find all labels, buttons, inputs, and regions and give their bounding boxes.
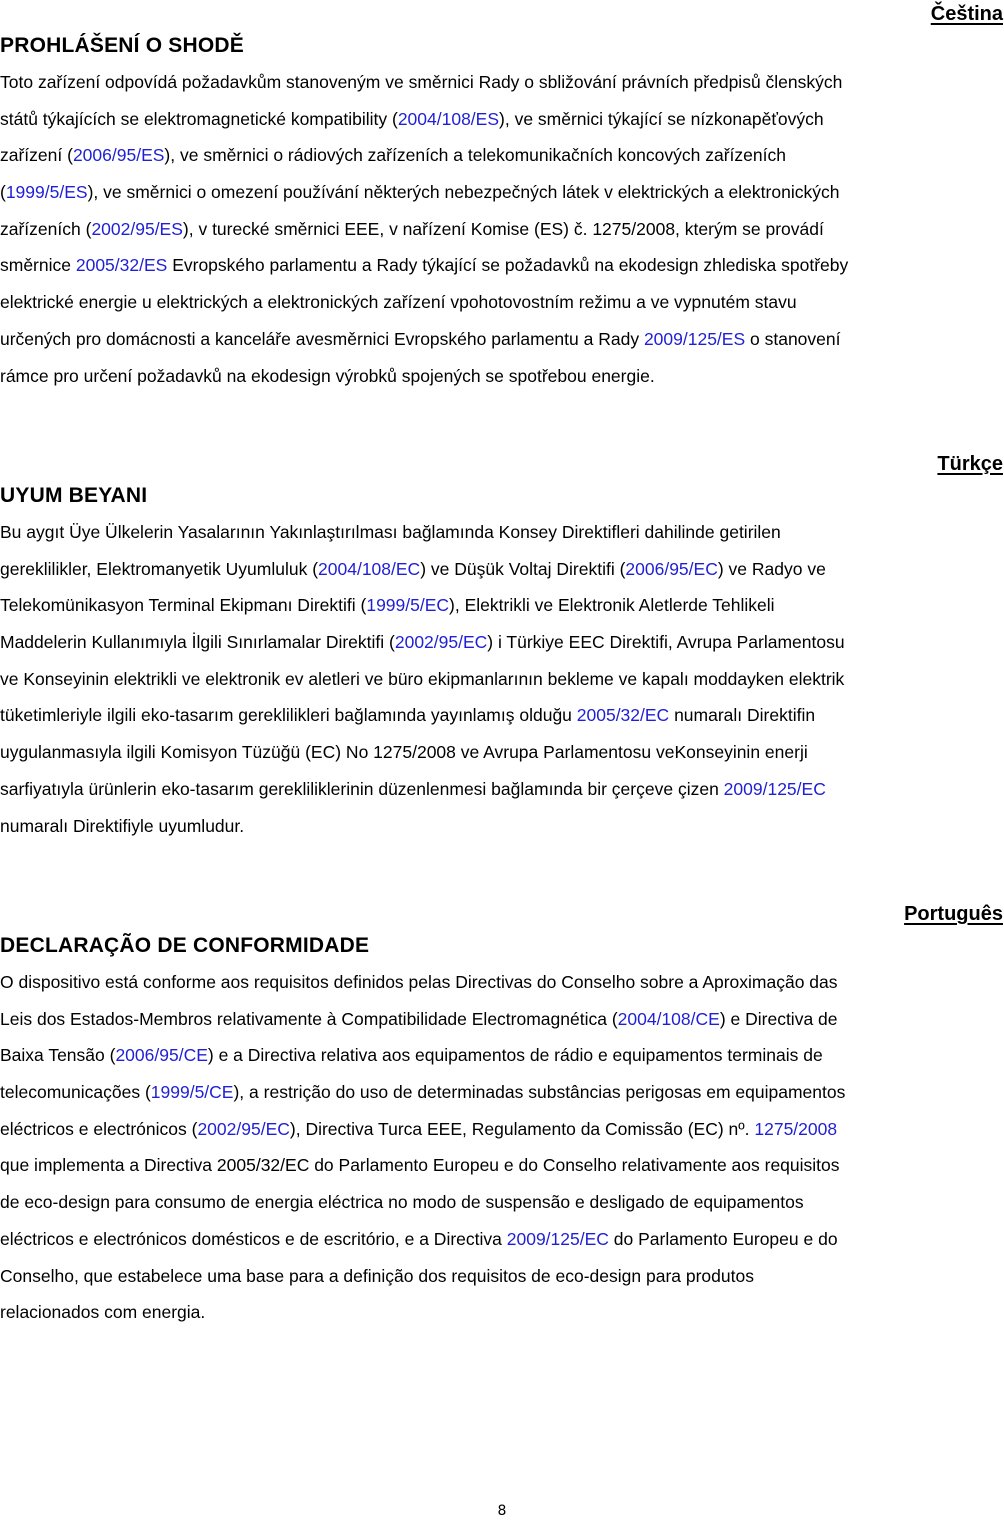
paragraph-line <box>0 964 1004 1001</box>
section-paragraph <box>0 514 1004 844</box>
paragraph-text: Bu aygıt Üye Ülkelerin Yasalarının Yakınlaştırılması bağlamında Konsey Direktifleri dahilinde getirilen <box>0 522 781 542</box>
section-paragraph <box>0 964 1004 1331</box>
directive-reference: 1999/5/ES <box>5 182 88 203</box>
paragraph-text: Telekomünikasyon Terminal Ekipmanı Direktifi ( <box>0 595 367 616</box>
directive-reference: 2004/108/EC <box>318 558 421 579</box>
directive-reference: 1275/2008 <box>754 1118 838 1139</box>
directive-reference: 2009/125/EC <box>506 1228 609 1249</box>
paragraph-text: ) e a Directiva relativa aos equipamentos de rádio e equipamentos terminais de <box>207 1045 823 1066</box>
paragraph-line <box>0 771 1004 808</box>
paragraph-line <box>0 1001 1004 1038</box>
paragraph-line <box>0 697 1004 734</box>
paragraph-text: eléctricos e electrónicos ( <box>0 1118 198 1139</box>
paragraph-line <box>0 1294 1004 1331</box>
paragraph-text: ) ve Radyo ve <box>717 558 826 579</box>
directive-reference: 2006/95/CE <box>115 1045 208 1066</box>
paragraph-text: ) i Türkiye EEC Direktifi, Avrupa Parlamentosu <box>487 632 845 653</box>
paragraph-line <box>0 1221 1004 1258</box>
directive-reference: 2006/95/ES <box>72 145 165 166</box>
paragraph-text: Toto zařízení odpovídá požadavkům stanoveným ve směrnici Rady o sbližování právních předpisů členských <box>0 72 843 92</box>
section-title: PROHLÁŠENÍ O SHODĚ <box>0 34 244 57</box>
language-heading: Türkçe <box>937 453 1003 475</box>
paragraph-text: zařízení ( <box>0 145 73 166</box>
section-title: DECLARAÇÃO DE CONFORMIDADE <box>0 934 370 957</box>
paragraph-line <box>0 64 1004 101</box>
directive-reference: 2002/95/ES <box>91 218 183 239</box>
paragraph-text: uygulanmasıyla ilgili Komisyon Tüzüğü (EC) No 1275/2008 ve Avrupa Parlamentosu veKonseyinin enerji <box>0 742 808 763</box>
paragraph-text: Maddelerin Kullanımıyla İlgili Sınırlamalar Direktifi ( <box>0 632 395 653</box>
paragraph-line <box>0 321 1004 358</box>
paragraph-text: ) e Directiva de <box>719 1008 838 1029</box>
language-heading: Português <box>904 903 1003 925</box>
paragraph-text: numaralı Direktifiyle uyumludur. <box>0 815 245 836</box>
paragraph-text: numaralı Direktifin <box>669 705 816 726</box>
paragraph-text: určených pro domácnosti a kanceláře avesměrnici Evropského parlamentu a Rady <box>0 328 644 349</box>
paragraph-line <box>0 101 1004 138</box>
paragraph-text: que implementa a Directiva 2005/32/EC do Parlamento Europeu e do Conselho relativamente aos requisitos <box>0 1155 840 1176</box>
paragraph-text: do Parlamento Europeu e do <box>608 1228 838 1249</box>
paragraph-text: Leis dos Estados-Membros relativamente à Compatibilidade Electromagnética ( <box>0 1008 618 1029</box>
paragraph-line <box>0 247 1004 284</box>
paragraph-text: de eco-design para consumo de energia eléctrica no modo de suspensão e desligado de equipamentos <box>0 1192 804 1213</box>
section-cestina <box>0 0 1004 394</box>
paragraph-text: eléctricos e electrónicos domésticos e de escritório, e a Directiva <box>0 1228 507 1249</box>
paragraph-line <box>0 358 1004 395</box>
directive-reference: 2006/95/EC <box>625 558 718 579</box>
directive-reference: 2009/125/ES <box>643 328 746 349</box>
paragraph-line <box>0 551 1004 588</box>
paragraph-text: elektrické energie u elektrických a elektronických zařízení vpohotovostním režimu a ve vypnutém stavu <box>0 292 797 313</box>
section-title: UYUM BEYANI <box>0 484 148 507</box>
paragraph-text: telecomunicações ( <box>0 1082 151 1103</box>
paragraph-text: ( <box>0 182 6 203</box>
directive-reference: 2002/95/EC <box>394 632 488 653</box>
paragraph-text: směrnice <box>0 255 76 276</box>
paragraph-text: zařízeních ( <box>0 218 92 239</box>
paragraph-text: relacionados com energia. <box>0 1302 206 1323</box>
paragraph-text: Baixa Tensão ( <box>0 1045 116 1066</box>
paragraph-line <box>0 284 1004 321</box>
directive-reference: 2002/95/EC <box>197 1118 290 1139</box>
paragraph-text: o stanovení <box>745 328 841 349</box>
paragraph-line <box>0 174 1004 211</box>
directive-reference: 1999/5/EC <box>366 595 450 616</box>
paragraph-line <box>0 1258 1004 1295</box>
paragraph-line <box>0 624 1004 661</box>
section-paragraph <box>0 64 1004 394</box>
paragraph-text: sarfiyatıyla ürünlerin eko-tasarım gerekliliklerinin düzenlenmesi bağlamında bir çerçeve çizen <box>0 778 724 799</box>
paragraph-text: ), ve směrnici týkající se nízkonapěťových <box>499 108 824 129</box>
directive-reference: 2009/125/EC <box>723 778 826 799</box>
paragraph-text: ), a restrição do uso de determinadas substâncias perigosas em equipamentos <box>233 1082 846 1103</box>
section-portugues <box>0 900 1004 1331</box>
paragraph-line <box>0 1074 1004 1111</box>
paragraph-line <box>0 734 1004 771</box>
directive-reference: 2004/108/CE <box>617 1008 720 1029</box>
paragraph-line <box>0 1184 1004 1221</box>
directive-reference: 2005/32/ES <box>75 255 168 276</box>
paragraph-text: ), Elektrikli ve Elektronik Aletlerde Tehlikeli <box>449 595 775 616</box>
paragraph-line <box>0 808 1004 845</box>
paragraph-text: rámce pro určení požadavků na ekodesign výrobků spojených se spotřebou energie. <box>0 365 655 386</box>
language-heading: Čeština <box>930 3 1003 25</box>
directive-reference: 2005/32/EC <box>576 705 670 726</box>
paragraph-text: ), v turecké směrnici EEE, v nařízení Komise (ES) č. 1275/2008, kterým se provádí <box>182 218 824 239</box>
paragraph-line <box>0 514 1004 551</box>
paragraph-text: ), Directiva Turca EEE, Regulamento da Comissão (EC) nº. <box>289 1118 755 1139</box>
paragraph-line <box>0 211 1004 248</box>
paragraph-line <box>0 1147 1004 1184</box>
paragraph-text: ), ve směrnici o omezení používání některých nebezpečných látek v elektrických a elektronických <box>87 182 840 203</box>
paragraph-line <box>0 587 1004 624</box>
paragraph-text: ) ve Düşük Voltaj Direktifi ( <box>420 558 626 579</box>
paragraph-line <box>0 1111 1004 1148</box>
paragraph-text: O dispositivo está conforme aos requisitos definidos pelas Directivas do Conselho sobre a Aproximação das <box>0 972 838 992</box>
paragraph-text: tüketimleriyle ilgili eko-tasarım gereklilikleri bağlamında yayınlamış olduğu <box>0 705 577 726</box>
section-turkce <box>0 450 1004 844</box>
directive-reference: 2004/108/ES <box>397 108 500 129</box>
directive-reference: 1999/5/CE <box>150 1082 234 1103</box>
paragraph-text: gereklilikler, Elektromanyetik Uyumluluk ( <box>0 558 319 579</box>
paragraph-text: ), ve směrnici o rádiových zařízeních a telekomunikačních koncových zařízeních <box>164 145 786 166</box>
paragraph-line <box>0 137 1004 174</box>
paragraph-text: Evropského parlamentu a Rady týkající se požadavků na ekodesign zhlediska spotřeby <box>167 255 849 276</box>
page-number: 8 <box>497 1503 507 1519</box>
paragraph-text: Conselho, que estabelece uma base para a definição dos requisitos de eco-design para produtos <box>0 1265 754 1286</box>
paragraph-line <box>0 1037 1004 1074</box>
paragraph-text: států týkajících se elektromagnetické kompatibility ( <box>0 108 398 129</box>
paragraph-line <box>0 661 1004 698</box>
paragraph-text: ve Konseyinin elektrikli ve elektronik ev aletleri ve büro ekipmanlarının bekleme ve kapalı moddayken elektrik <box>0 668 845 689</box>
